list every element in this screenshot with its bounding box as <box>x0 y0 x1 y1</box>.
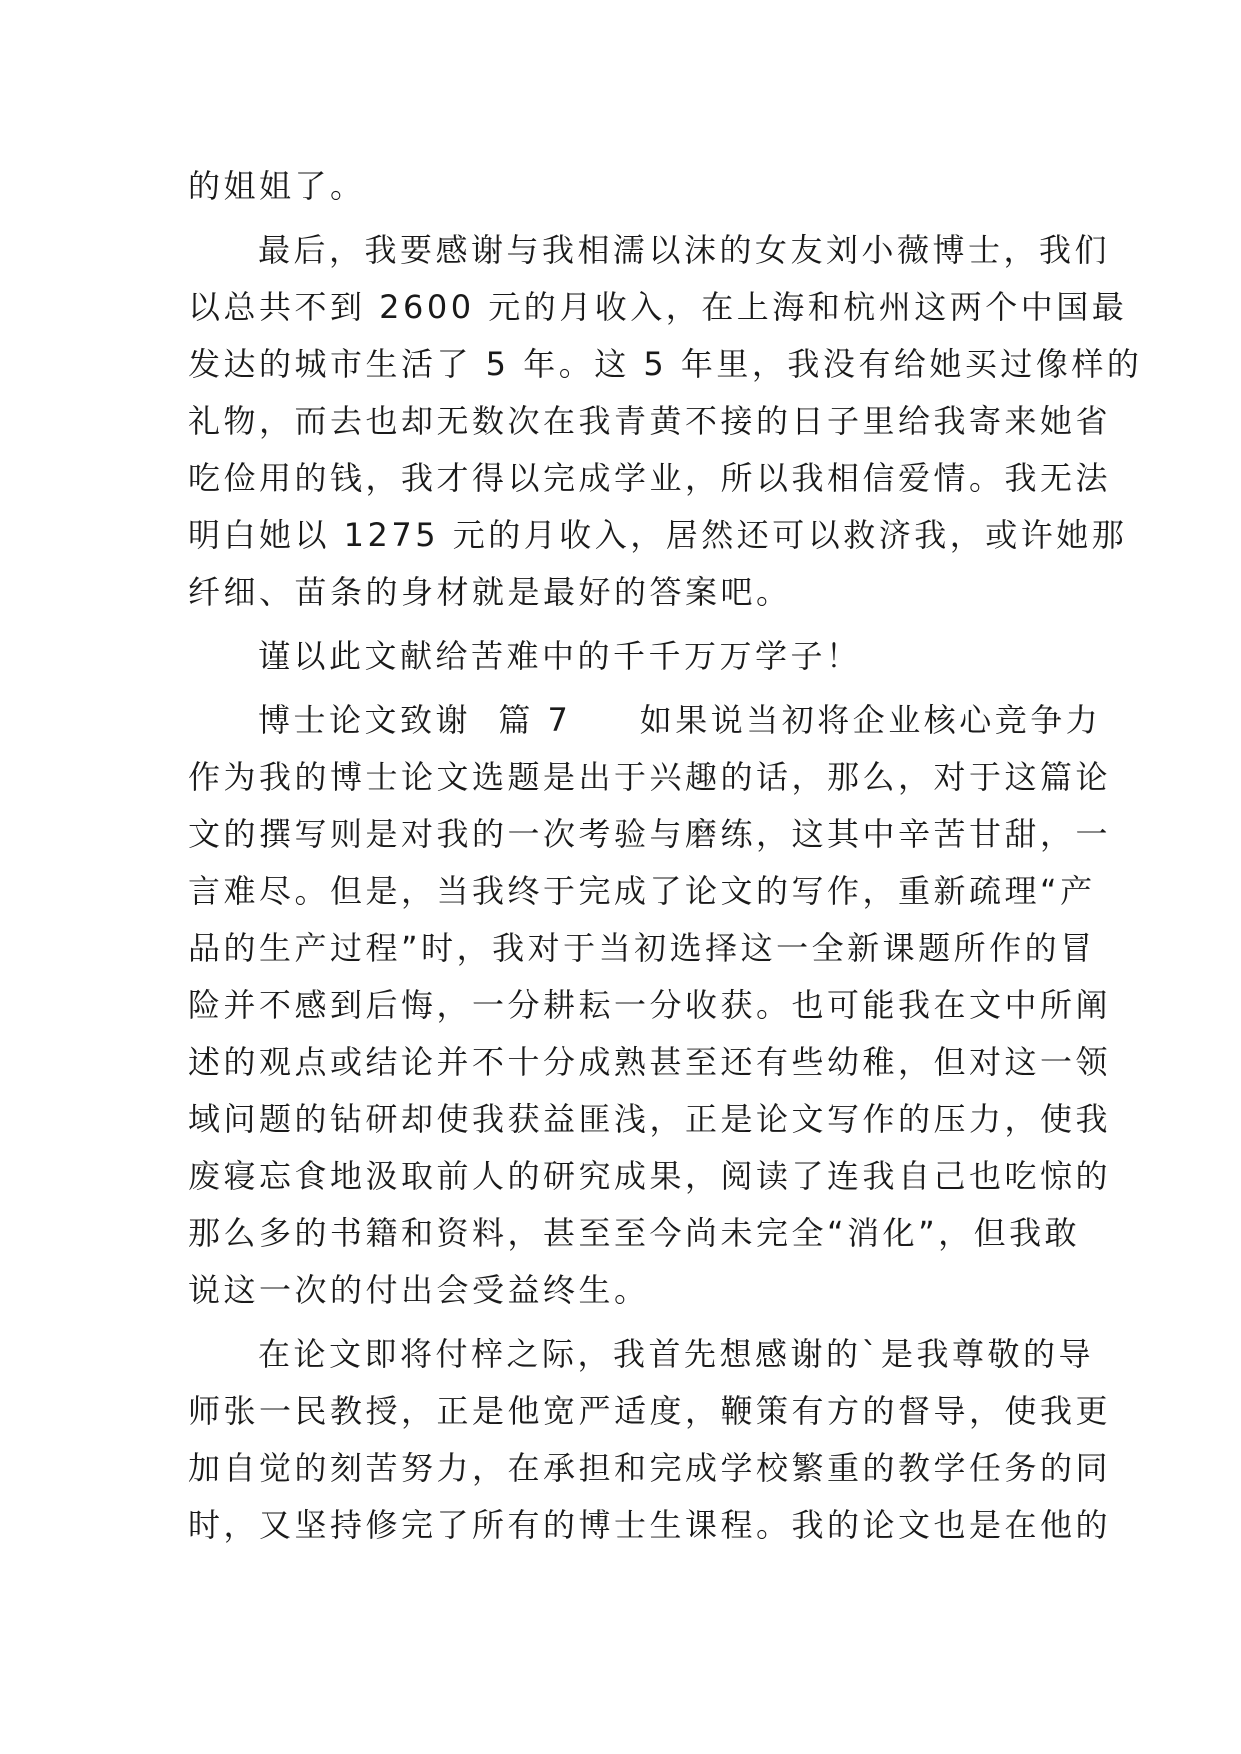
paragraph-start-line: 谨以此文献给苦难中的千千万万学子！ <box>258 637 862 675</box>
text-line: 纤细、苗条的身材就是最好的答案吧。 <box>188 573 792 611</box>
document-body <box>188 158 1143 1554</box>
text-line: 作为我的博士论文选题是出于兴趣的话，那么，对于这篇论 <box>188 758 1112 796</box>
text-line: 说这一次的付出会受益终生。 <box>188 1271 650 1309</box>
text-line: 险并不感到后悔，一分耕耘一分收获。也可能我在文中所阐 <box>188 986 1112 1024</box>
text-line: 的姐姐了。 <box>188 167 366 205</box>
text-line: 明白她以 1275 元的月收入，居然还可以救济我，或许她那 <box>188 516 1128 554</box>
text-line: 吃俭用的钱，我才得以完成学业，所以我相信爱情。我无法 <box>188 459 1112 497</box>
text-line: 加自觉的刻苦努力，在承担和完成学校繁重的教学任务的同 <box>188 1449 1112 1487</box>
section-heading-line: 博士论文致谢 篇 7 如果说当初将企业核心竞争力 <box>258 701 1102 739</box>
text-line: 那么多的书籍和资料，甚至至今尚未完全“消化”，但我敢 <box>188 1214 1081 1252</box>
text-line: 文的撰写则是对我的一次考验与磨练，这其中辛苦甘甜，一 <box>188 815 1112 853</box>
paragraph-start-line: 在论文即将付梓之际，我首先想感谢的`是我尊敬的导 <box>258 1335 1095 1373</box>
text-line: 述的观点或结论并不十分成熟甚至还有些幼稚，但对这一领 <box>188 1043 1112 1081</box>
text-line: 域问题的钻研却使我获益匪浅，正是论文写作的压力，使我 <box>188 1100 1112 1138</box>
paragraph-start-line: 最后，我要感谢与我相濡以沫的女友刘小薇博士，我们 <box>258 231 1111 269</box>
text-line: 废寝忘食地汲取前人的研究成果，阅读了连我自己也吃惊的 <box>188 1157 1112 1195</box>
text-line: 以总共不到 2600 元的月收入，在上海和杭州这两个中国最 <box>188 288 1128 326</box>
text-line: 品的生产过程”时，我对于当初选择这一全新课题所作的冒 <box>188 929 1096 967</box>
text-line: 言难尽。但是，当我终于完成了论文的写作，重新疏理“产 <box>188 872 1096 910</box>
text-line: 礼物，而去也却无数次在我青黄不接的日子里给我寄来她省 <box>188 402 1112 440</box>
text-line: 发达的城市生活了 5 年。这 5 年里，我没有给她买过像样的 <box>188 345 1143 383</box>
text-line: 时，又坚持修完了所有的博士生课程。我的论文也是在他的 <box>188 1506 1112 1544</box>
text-line: 师张一民教授，正是他宽严适度，鞭策有方的督导，使我更 <box>188 1392 1112 1430</box>
